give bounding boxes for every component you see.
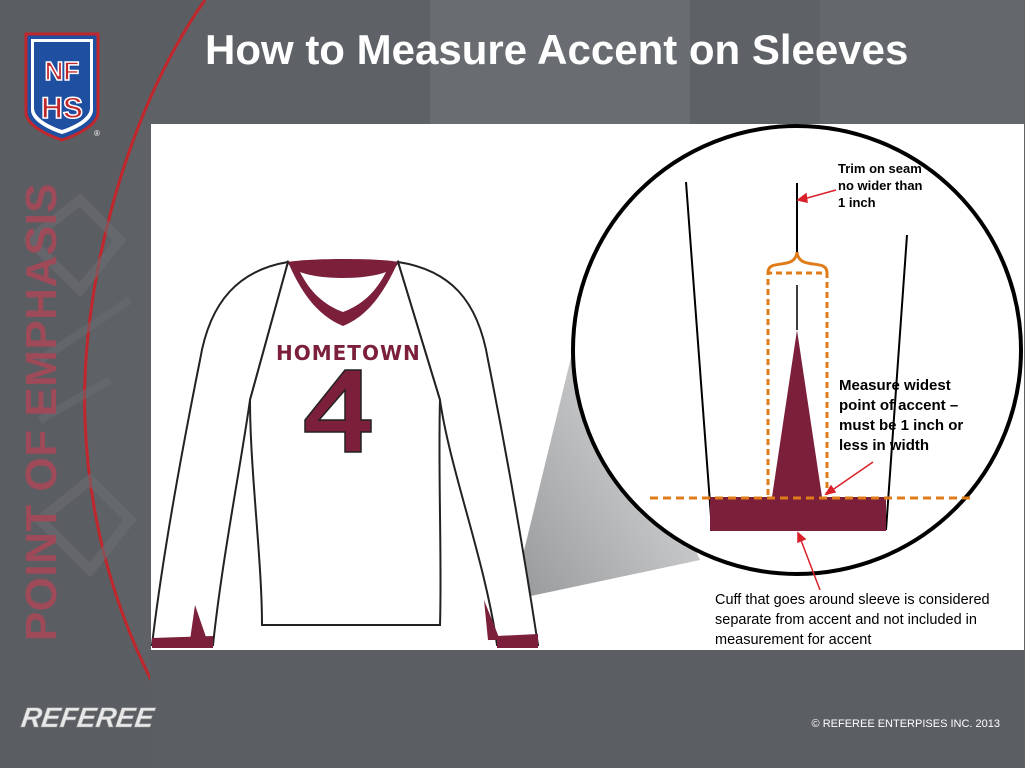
svg-text:NF: NF [44, 56, 80, 86]
measure-annotation: Measure widest point of accent – must be 1 inch or less in width [839, 377, 964, 454]
trim-annotation: Trim on seam no wider than 1 inch [838, 161, 923, 210]
svg-text:HS: HS [41, 92, 83, 125]
copyright-text: © REFEREE ENTERPISES INC. 2013 [811, 718, 1000, 730]
svg-text:®: ® [94, 129, 100, 138]
slide-title: How to Measure Accent on Sleeves [205, 26, 909, 73]
cuff-annotation: Cuff that goes around sleeve is considered separate from accent and not included in measurement for accent [715, 592, 990, 648]
svg-text:REFEREE: REFEREE [19, 702, 156, 733]
jersey-team-name: HOMETOWN [276, 341, 421, 365]
referee-logo [19, 700, 156, 734]
point-of-emphasis-label: POINT OF EMPHASIS [17, 182, 66, 642]
